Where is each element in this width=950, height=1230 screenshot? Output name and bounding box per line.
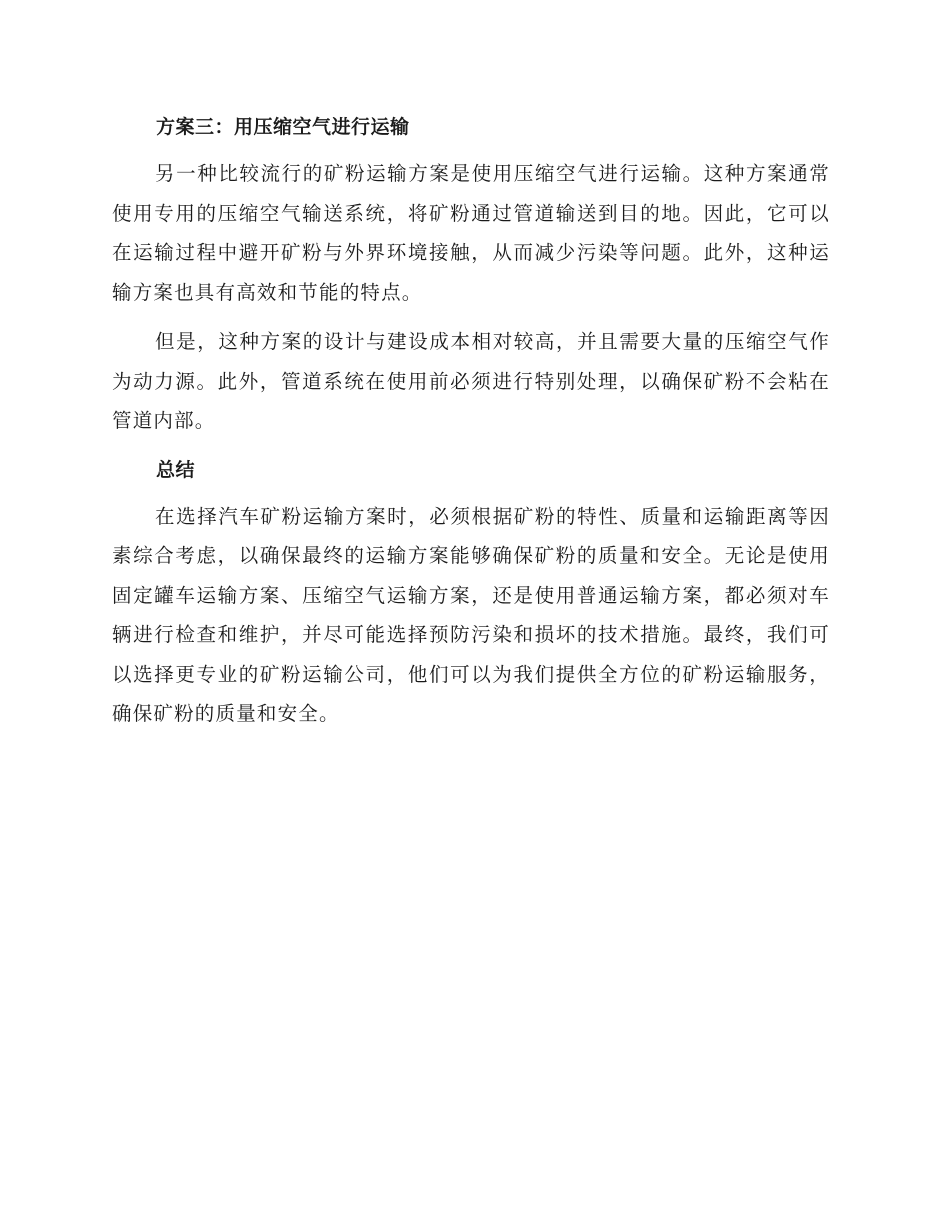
section-heading-summary: 总结 — [156, 458, 196, 481]
section-paragraph: 但是，这种方案的设计与建设成本相对较高，并且需要大量的压缩空气作为动力源。此外，管道系统在使用前必须进行特别处理，以确保矿粉不会粘在管道内部。 — [112, 330, 830, 432]
section-paragraph: 另一种比较流行的矿粉运输方案是使用压缩空气进行运输。这种方案通常使用专用的压缩空气输送系统，将矿粉通过管道输送到目的地。因此，它可以在运输过程中避开矿粉与外界环境接触，从而减少污染等问题。此外，这种运输方案也具有高效和节能的特点。 — [112, 162, 830, 304]
summary-paragraph: 在选择汽车矿粉运输方案时，必须根据矿粉的特性、质量和运输距离等因素综合考虑，以确保最终的运输方案能够确保矿粉的质量和安全。无论是使用固定罐车运输方案、压缩空气运输方案，还是使用普通运输方案，都必须对车辆进行检查和维护，并尽可能选择预防污染和损坏的技术措施。最终，我们可以选择更专业的矿粉运输公司，他们可以为我们提供全方位的矿粉运输服务，确保矿粉的质量和安全。 — [112, 504, 830, 725]
document-page — [112, 108, 830, 744]
section-heading-plan-three: 方案三：用压缩空气进行运输 — [156, 116, 410, 138]
